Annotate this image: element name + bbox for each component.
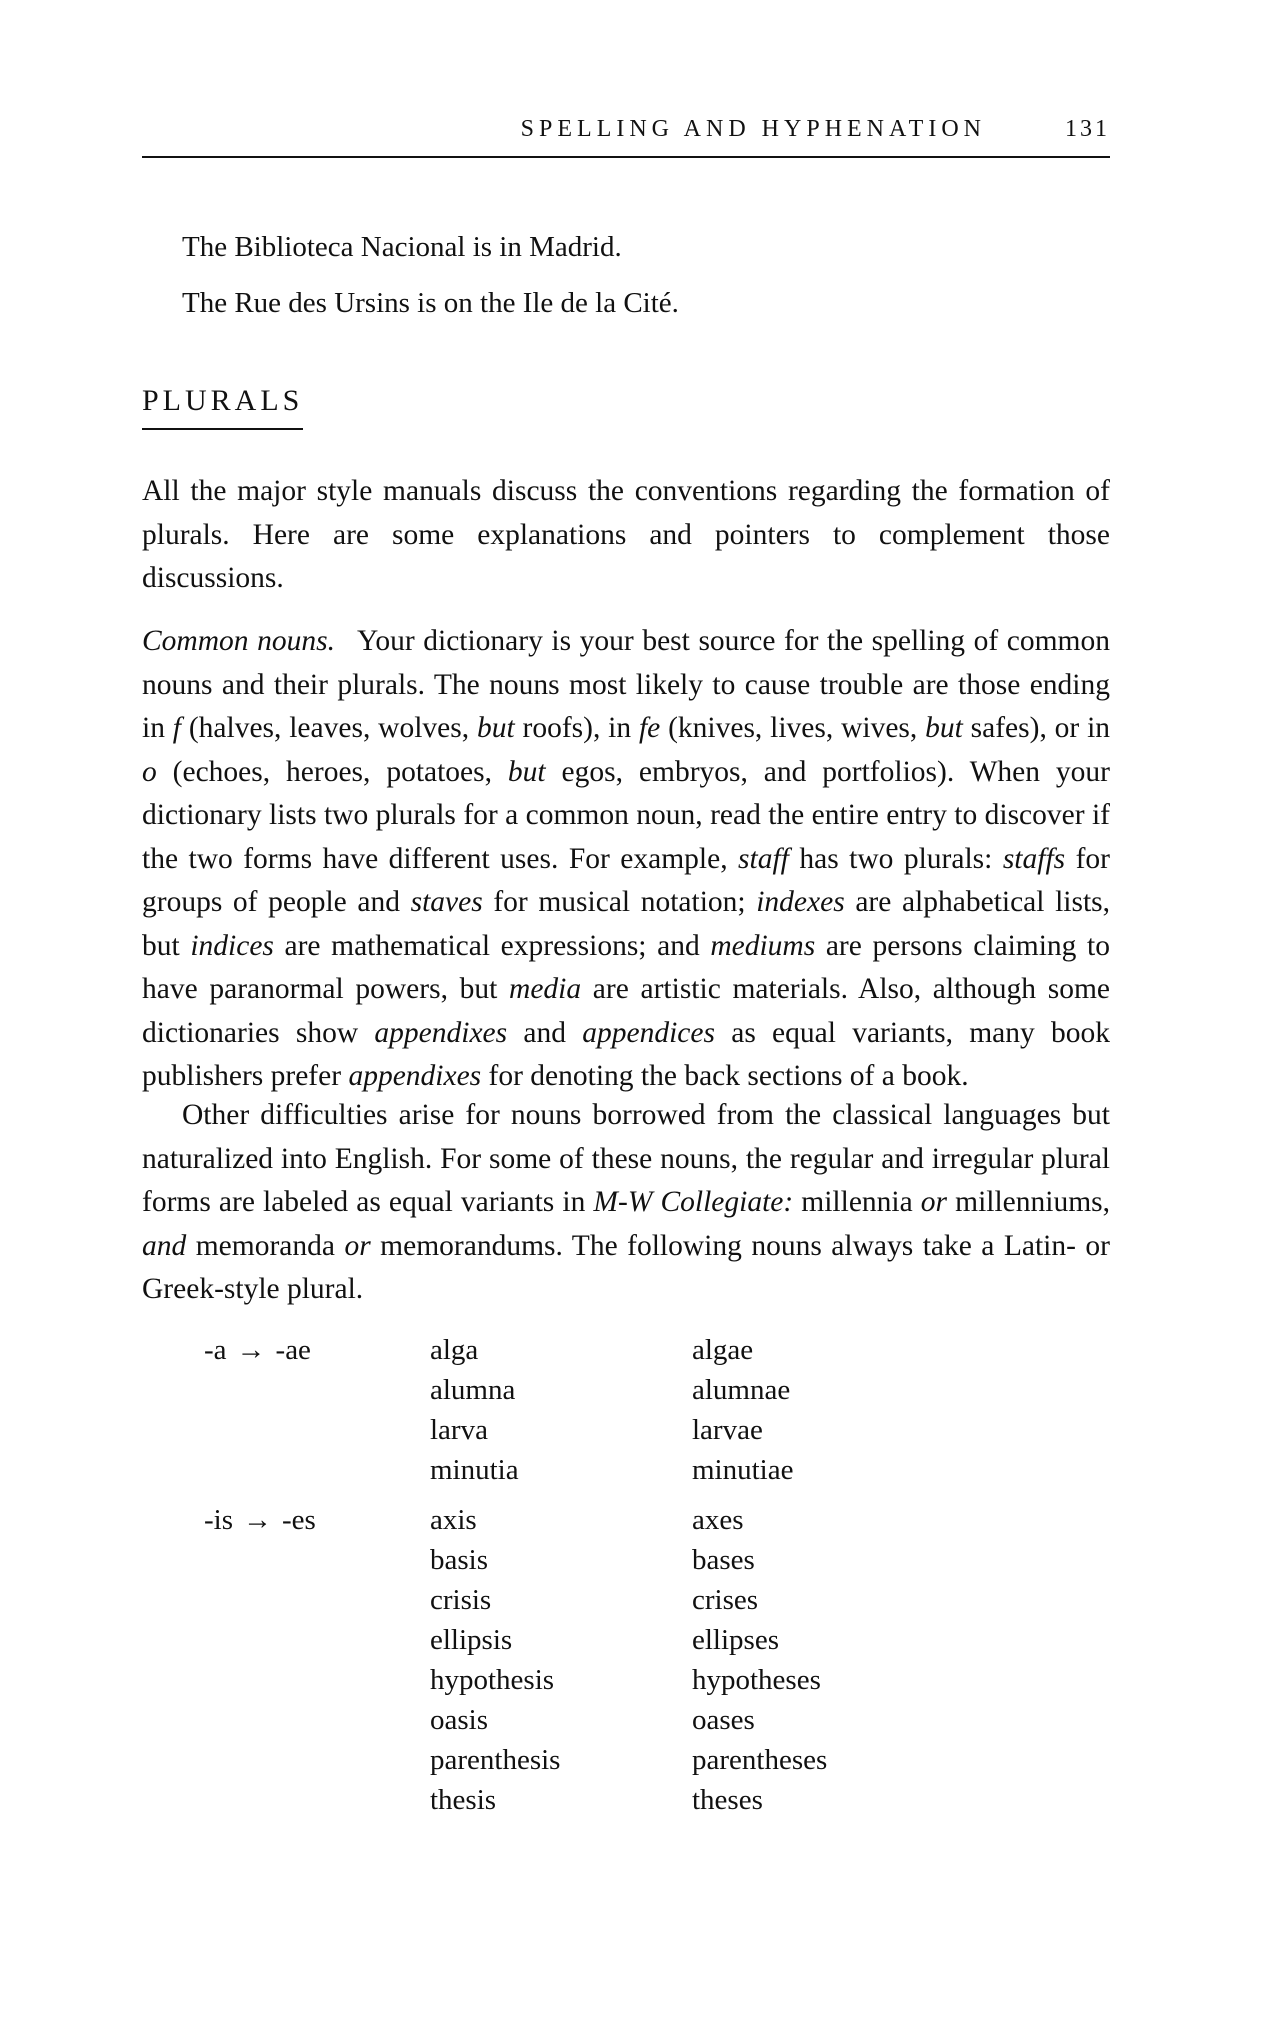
table-row [204,1370,892,1410]
text-run: (halves, leaves, wolves, [181,712,477,744]
plural-form: theses [692,1784,763,1816]
table-row [204,1410,892,1450]
italic-term: indexes [756,886,845,918]
suffix-rule [204,1330,430,1370]
text-run: and [507,1016,583,1049]
plural-form: oases [692,1704,755,1736]
run-in-heading: Common nouns. [142,625,335,657]
text-run: safes), or in [962,712,1111,744]
singular-form: ellipsis [430,1624,513,1656]
table-row [204,1740,892,1780]
singular-form: crisis [430,1584,492,1616]
suffix-rule [204,1500,430,1540]
text-run: memoranda [186,1229,345,1262]
text-run: are persons claiming to have paranormal powers, but [142,929,1110,1005]
singular-form: basis [430,1544,488,1576]
italic-term: staffs [1002,842,1066,875]
italic-term: or [344,1229,371,1262]
text-run: are artistic materials. Also, although some dictionaries show [142,973,1111,1049]
italic-term: fe [638,712,661,744]
italic-term: but [925,712,963,744]
italic-term: f [172,712,181,744]
italic-term: media [509,973,582,1005]
suffix-from: -is [204,1504,233,1536]
table-row [204,1660,892,1700]
singular-form: hypothesis [430,1664,555,1696]
example-sentence: The Rue des Ursins is on the Ile de la Cité. [182,287,679,319]
plural-form: parentheses [692,1744,828,1776]
text-run: (echoes, heroes, potatoes, [156,755,508,788]
plural-form: ellipses [692,1624,779,1656]
singular-form: larva [430,1414,488,1446]
book-page [142,0,1110,2025]
italic-term: indices [190,929,274,962]
singular-form: minutia [430,1454,519,1486]
plural-form: axes [692,1504,744,1536]
text-run: roofs), in [514,712,639,744]
text-run: are alphabetical lists, but [142,886,1111,962]
intro-paragraph: All the major style manuals discuss the conventions regarding the formation of plurals. Here are some explanations and pointers to complement those discussions. [142,475,1110,594]
table-row [204,1450,892,1490]
arrow-icon: → [243,1504,272,1536]
running-head-title: SPELLING AND HYPHENATION [520,116,986,142]
italic-term: M-W Collegiate: [593,1186,794,1218]
singular-form: thesis [430,1784,497,1816]
suffix-to: -es [282,1504,316,1536]
table-row [204,1540,892,1580]
italic-term: staves [410,886,483,918]
italic-term: but [476,712,515,744]
text-run: millenniums, [947,1186,1110,1218]
page-number: 131 [1065,116,1110,142]
table-row [204,1780,892,1820]
italic-term: appendixes [348,1060,482,1092]
text-run: Other difficulties arise for nouns borrowed from the classical languages but naturalized into English. For some of these nouns, the regular and irregular plural forms are labeled as equal variants in [142,1099,1110,1218]
text-run: millennia [793,1186,921,1218]
text-run: for denoting the back sections of a book. [481,1060,969,1092]
plural-form: minutiae [692,1454,794,1486]
singular-form: alga [430,1334,479,1366]
arrow-icon: → [236,1334,266,1366]
singular-form: oasis [430,1704,488,1736]
plural-forms-table [204,1330,892,1830]
italic-term: appendixes [374,1016,508,1049]
singular-form: parenthesis [430,1744,561,1776]
running-head [142,110,1110,158]
text-run: for groups of people and [142,842,1111,918]
text-run: egos, embryos, and portfolios). When your dictionary lists two plurals for a common noun, read the entire entry to discover if the two forms have different uses. For example, [142,755,1111,875]
classical-nouns-paragraph [142,1094,1110,1312]
table-row [204,1330,892,1370]
text-run: has two plurals: [788,842,1003,875]
text-run: are mathematical expressions; and [273,929,711,962]
italic-term: and [142,1229,187,1262]
text-run: for musical notation; [482,886,757,918]
italic-term: appendices [582,1016,715,1049]
suffix-to: -ae [275,1334,311,1366]
plural-form: crises [692,1584,759,1616]
table-row [204,1500,892,1540]
text-run: (knives, lives, wives, [660,712,926,744]
plural-form: alumnae [692,1374,791,1406]
plural-form: larvae [692,1414,763,1446]
table-row [204,1580,892,1620]
text-run: memorandums. The following nouns always take a Latin- or Greek-style plural. [142,1229,1110,1305]
italic-term: o [142,755,157,788]
plural-form: algae [692,1334,754,1366]
singular-form: alumna [430,1374,516,1406]
singular-form: axis [430,1504,477,1536]
plural-form: bases [692,1544,755,1576]
italic-term: or [920,1186,948,1218]
example-sentence: The Biblioteca Nacional is in Madrid. [182,231,622,263]
suffix-group [204,1500,892,1820]
suffix-group [204,1330,892,1490]
suffix-from: -a [204,1334,227,1366]
table-row [204,1700,892,1740]
italic-term: staff [738,842,789,875]
table-row [204,1620,892,1660]
plural-form: hypotheses [692,1664,821,1696]
common-nouns-paragraph [142,620,1110,1099]
section-heading: PLURALS [142,384,303,430]
italic-term: but [507,755,546,788]
text-run: as equal variants, many book publishers prefer [142,1016,1110,1092]
italic-term: mediums [710,929,816,962]
text-run: Your dictionary is your best source for the spelling of common nouns and their plurals. The nouns most likely to cause trouble are those ending in [142,625,1111,744]
